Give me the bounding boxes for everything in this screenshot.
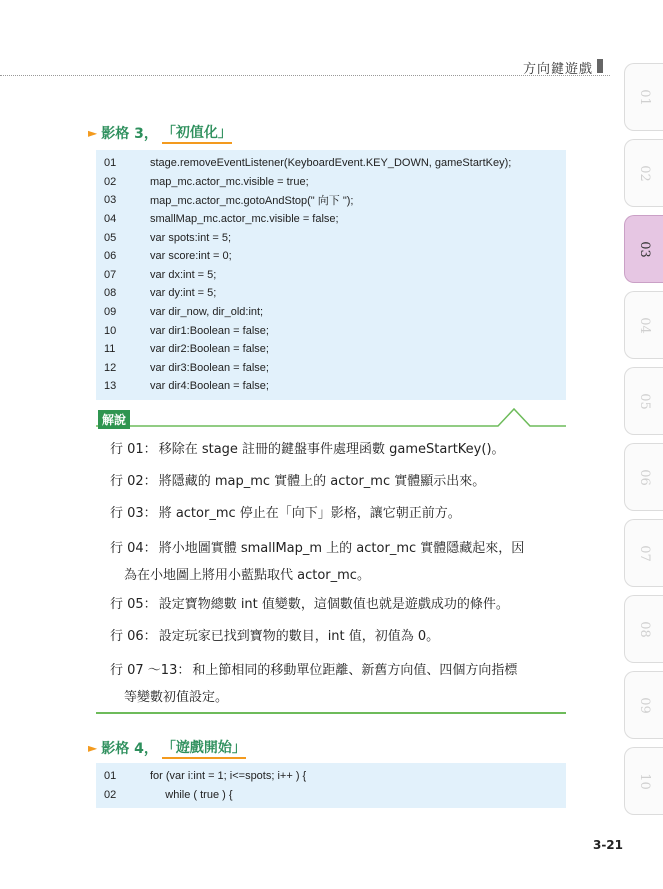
explanation-item-text: 將 actor_mc 停止在「向下」影格，讓它朝正前方。	[158, 506, 461, 521]
code-line	[96, 228, 566, 247]
code-line-text: var dir1:Boolean = false;	[150, 324, 269, 337]
explanation-item-label: 行 02：	[110, 474, 157, 489]
code-line-text: var dir_now, dir_old:int;	[150, 306, 264, 319]
code-line	[96, 359, 566, 378]
code-line	[96, 767, 566, 786]
chapter-tab-04[interactable]: 04	[624, 291, 663, 359]
explanation-item-label: 行 04：	[110, 541, 157, 556]
code-line-text: var dir4:Boolean = false;	[150, 380, 269, 393]
code-line-text: var dir3:Boolean = false;	[150, 361, 269, 374]
header-title: 方向鍵遊戲	[522, 62, 593, 77]
code-line-number: 02	[104, 175, 117, 188]
explanation-item-text: 移除在 stage 註冊的鍵盤事件處理函數 gameStartKey()。	[158, 442, 505, 457]
explanation-item	[110, 500, 555, 527]
explanation-bottom-border	[96, 712, 566, 714]
code-line-number: 06	[104, 250, 117, 263]
code-line-number: 01	[104, 770, 117, 783]
code-line	[96, 173, 566, 192]
code-line-text: var score:int = 0;	[150, 250, 232, 263]
code-line-number: 04	[104, 213, 117, 226]
code-line	[96, 303, 566, 322]
explanation-item-label: 行 07 ～13：	[110, 663, 191, 678]
code-listing-frame4	[96, 763, 566, 808]
explanation-item-text: 設定玩家已找到寶物的數目，int 值，初值為 0。	[158, 629, 440, 644]
code-line-number: 01	[104, 157, 117, 170]
code-line-number: 11	[104, 343, 116, 356]
code-line	[96, 210, 566, 229]
explanation-item-continuation: 等變數初值設定。	[124, 690, 229, 705]
code-line-text: smallMap_mc.actor_mc.visible = false;	[150, 213, 339, 226]
explanation-item-label: 行 06：	[110, 629, 157, 644]
code-line-text: var spots:int = 5;	[150, 231, 232, 244]
code-line	[96, 247, 566, 266]
explanation-item-text: 設定寶物總數 int 值變數，這個數值也就是遊戲成功的條件。	[158, 597, 509, 612]
explanation-item	[110, 436, 555, 463]
chapter-tab-01[interactable]: 01	[624, 63, 663, 131]
explanation-top-border	[96, 405, 566, 429]
explanation-item	[110, 535, 555, 589]
code-line-text: map_mc.actor_mc.gotoAndStop(" 向下 ");	[150, 195, 354, 208]
explanation-item-label: 行 03：	[110, 506, 157, 521]
code-line-text: map_mc.actor_mc.visible = true;	[150, 175, 309, 188]
section-heading-frame3: ► 影格 3， 「初值化」	[88, 122, 232, 144]
chapter-tab-05[interactable]: 05	[624, 367, 663, 435]
chapter-tab-10[interactable]: 10	[624, 747, 663, 815]
code-line-text: while ( true ) {	[150, 788, 233, 801]
explanation-item-text: 和上節相同的移動單位距離、新舊方向值、四個方向指標	[192, 663, 518, 678]
triangle-bullet-icon: ►	[88, 741, 98, 755]
code-line-text: var dx:int = 5;	[150, 268, 217, 281]
code-line-number: 05	[104, 231, 117, 244]
explanation-item	[110, 657, 555, 711]
code-line-number: 07	[104, 268, 117, 281]
header-rule	[0, 75, 610, 76]
code-listing-frame3	[96, 150, 566, 400]
explanation-tag: 解說	[98, 410, 130, 429]
code-line	[96, 377, 566, 396]
code-line-number: 13	[104, 380, 117, 393]
chapter-tab-08[interactable]: 08	[624, 595, 663, 663]
chapter-tab-09[interactable]: 09	[624, 671, 663, 739]
explanation-item-label: 行 01：	[110, 442, 157, 457]
explanation-item	[110, 468, 555, 495]
code-line	[96, 266, 566, 285]
chapter-tab-03[interactable]: 03	[624, 215, 663, 283]
code-line	[96, 321, 566, 340]
code-line-number: 02	[104, 788, 117, 801]
code-line	[96, 154, 566, 173]
code-line-number: 08	[104, 287, 117, 300]
code-line-text: stage.removeEventListener(KeyboardEvent.KEY_DOWN, gameStartKey);	[150, 157, 512, 170]
code-line-number: 09	[104, 306, 117, 319]
code-line	[96, 340, 566, 359]
header-bar	[597, 59, 603, 73]
code-line-text: for (var i:int = 1; i<=spots; i++ ) {	[150, 770, 307, 783]
code-line-number: 10	[104, 324, 117, 337]
explanation-item-continuation: 為在小地圖上將用小藍點取代 actor_mc。	[124, 568, 370, 583]
code-line-number: 03	[104, 194, 117, 207]
page-number: 3-21	[592, 838, 623, 852]
code-line-text: var dir2:Boolean = false;	[150, 343, 269, 356]
code-line-number: 12	[104, 361, 117, 374]
chapter-tab-06[interactable]: 06	[624, 443, 663, 511]
chapter-tab-07[interactable]: 07	[624, 519, 663, 587]
code-line	[96, 284, 566, 303]
explanation-item-text: 將小地圖實體 smallMap_m 上的 actor_mc 實體隱藏起來，因	[158, 541, 525, 556]
explanation-item-text: 將隱藏的 map_mc 實體上的 actor_mc 實體顯示出來。	[158, 474, 486, 489]
code-line	[96, 786, 566, 805]
code-line-text: var dy:int = 5;	[150, 287, 217, 300]
section-heading-frame4: ► 影格 4， 「遊戲開始」	[88, 737, 246, 759]
explanation-item	[110, 623, 555, 650]
code-line	[96, 191, 566, 210]
explanation-item	[110, 591, 555, 618]
chapter-tab-02[interactable]: 02	[624, 139, 663, 207]
triangle-bullet-icon: ►	[88, 126, 98, 140]
explanation-item-label: 行 05：	[110, 597, 157, 612]
